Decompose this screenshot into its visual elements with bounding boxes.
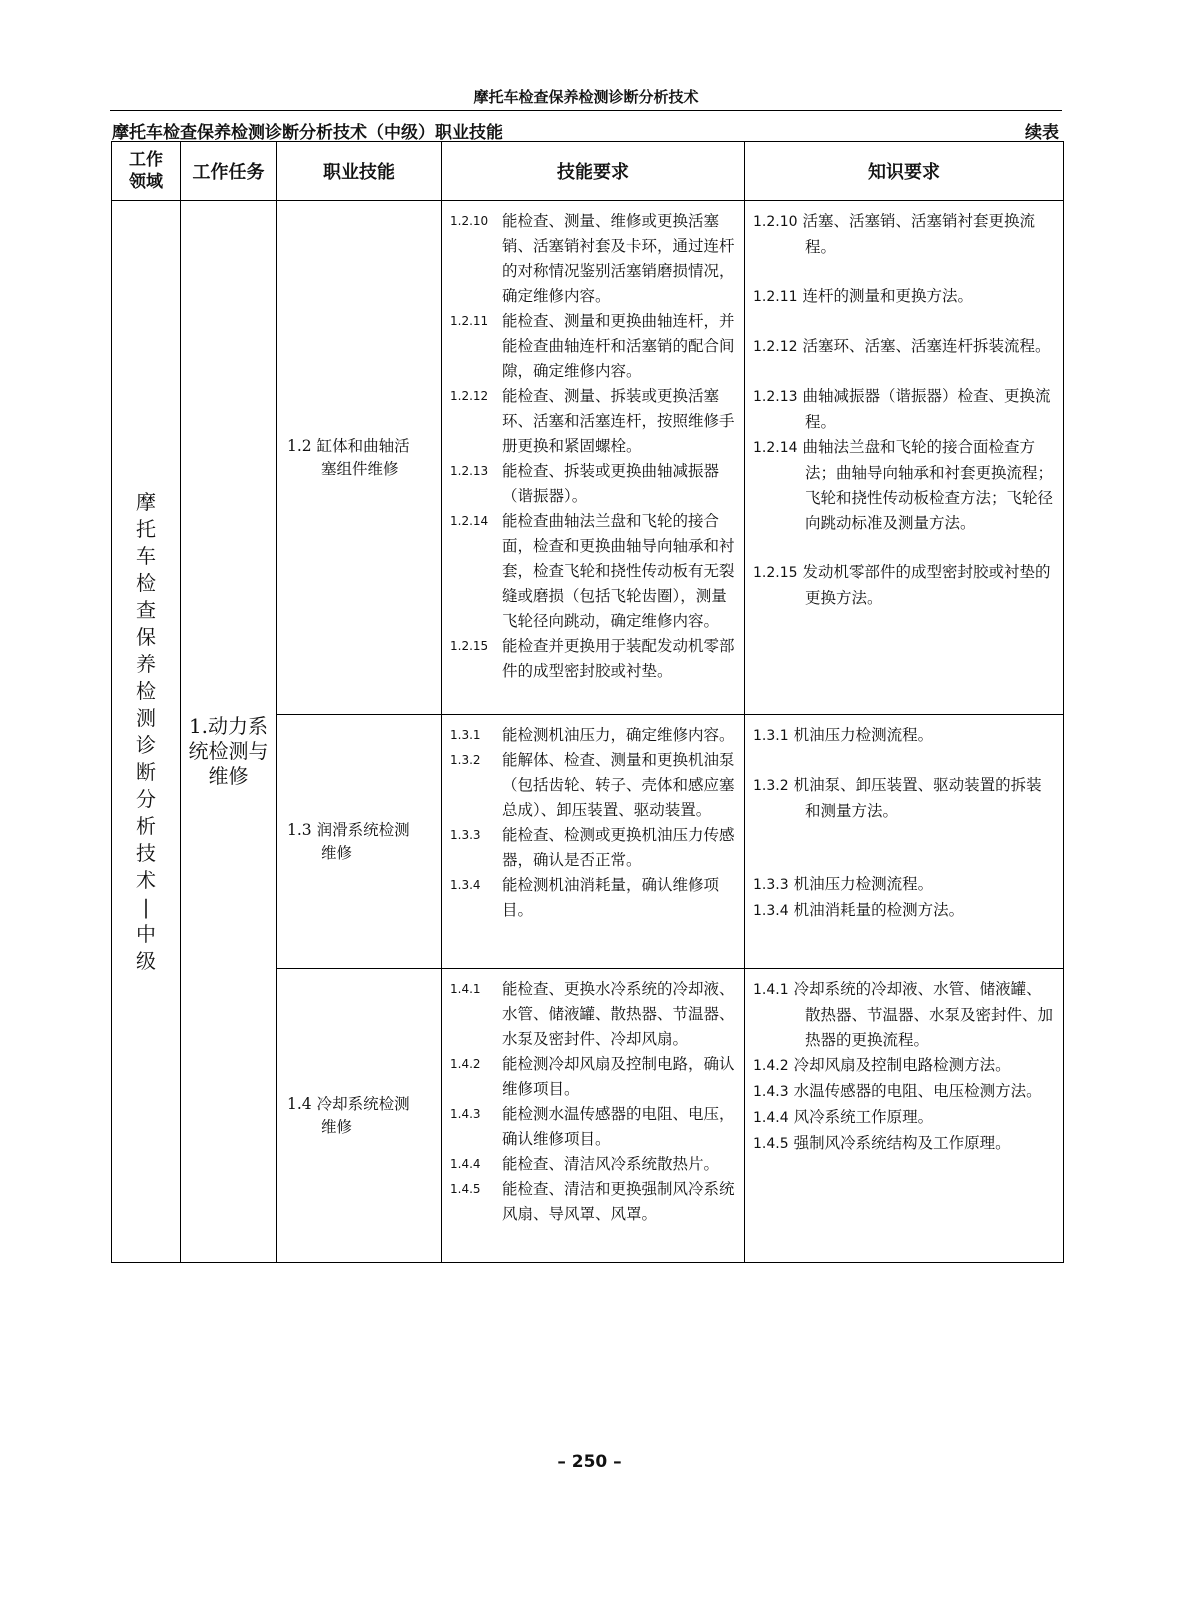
vertical-char: 动 — [208, 714, 229, 738]
vertical-char: 分 — [136, 786, 156, 811]
vertical-char: 测 — [228, 739, 249, 763]
knowledge-item — [753, 334, 1057, 360]
knowledge-cell — [745, 715, 1064, 969]
knowledge-number: 1.3.1 — [753, 728, 789, 744]
ability-text: 能解体、检查、测量和更换机油泵（包括齿轮、转子、壳体和感应塞总成）、卸压装置、驱动装置。 — [502, 751, 735, 819]
knowledge-text: 风冷系统工作原理。 — [793, 1108, 934, 1126]
knowledge-number: 1.4.3 — [753, 1084, 789, 1100]
ability-number: 1.2.14 — [450, 514, 489, 528]
ability-item — [450, 723, 738, 748]
header-ability: 技能要求 — [442, 142, 745, 201]
knowledge-item — [753, 1079, 1057, 1105]
knowledge-number: 1.2.15 — [753, 565, 798, 581]
ability-cell — [442, 201, 745, 715]
skill-title: 1.4 冷却系统检测 — [287, 1094, 410, 1113]
ability-item — [450, 209, 738, 309]
knowledge-number: 1.4.4 — [753, 1110, 789, 1126]
ability-item — [450, 1052, 738, 1102]
ability-item — [450, 509, 738, 634]
vertical-char: 养 — [136, 651, 156, 676]
knowledge-item — [753, 977, 1057, 1053]
skill-title-cont: 维修 — [321, 843, 353, 862]
vertical-char: 保 — [136, 624, 156, 649]
knowledge-number: 1.3.2 — [753, 778, 789, 794]
knowledge-number: 1.2.14 — [753, 440, 798, 456]
knowledge-number: 1.4.1 — [753, 982, 789, 998]
knowledge-text: 连杆的测量和更换方法。 — [802, 287, 973, 305]
ability-number: 1.2.10 — [450, 214, 489, 228]
vertical-char: 1. — [188, 714, 209, 738]
ability-text: 能检查曲轴法兰盘和飞轮的接合面，检查和更换曲轴导向轴承和衬套，检查飞轮和挠性传动板有无裂缝或磨损（包括飞轮齿圈），测量飞轮径向跳动，确定维修内容。 — [502, 512, 735, 630]
ability-number: 1.3.1 — [450, 728, 481, 742]
vertical-char: 系 — [248, 714, 269, 738]
page-number: – 250 – — [557, 1452, 622, 1472]
ability-text: 能检测水温传感器的电阻、电压，确认维修项目。 — [502, 1105, 735, 1148]
knowledge-item — [753, 384, 1057, 435]
ability-text: 能检测机油压力，确定维修内容。 — [502, 726, 735, 744]
skill-cell — [277, 715, 442, 969]
header-task: 工作任务 — [181, 142, 277, 201]
knowledge-number: 1.3.3 — [753, 877, 789, 893]
vertical-char: | — [142, 894, 150, 919]
knowledge-item — [753, 284, 1057, 310]
vertical-char: 检 — [136, 678, 156, 703]
ability-item — [450, 1152, 738, 1177]
table-row — [112, 201, 1064, 715]
vertical-char: 车 — [136, 543, 156, 568]
ability-number: 1.4.5 — [450, 1182, 481, 1196]
ability-text: 能检查、测量、维修或更换活塞销、活塞销衬套及卡环，通过连杆的对称情况鉴别活塞销磨损情况，确定维修内容。 — [502, 212, 735, 305]
vertical-char: 级 — [136, 948, 156, 973]
vertical-char: 测 — [136, 705, 156, 730]
knowledge-number: 1.2.13 — [753, 389, 798, 405]
header-rule — [110, 110, 1062, 111]
ability-number: 1.4.4 — [450, 1157, 481, 1171]
ability-text: 能检查、测量和更换曲轴连杆，并能检查曲轴连杆和活塞销的配合间隙，确定维修内容。 — [502, 312, 735, 380]
skill-title: 1.3 润滑系统检测 — [287, 820, 410, 839]
work-domain-cell — [112, 201, 181, 1263]
ability-item — [450, 823, 738, 873]
knowledge-text: 冷却风扇及控制电路检测方法。 — [793, 1056, 1011, 1074]
knowledge-item — [753, 773, 1057, 824]
ability-number: 1.2.13 — [450, 464, 489, 478]
knowledge-item — [753, 1131, 1057, 1157]
vertical-char: 统 — [188, 739, 209, 763]
header-domain-line2: 领域 — [129, 172, 163, 192]
ability-number: 1.2.15 — [450, 639, 489, 653]
ability-text: 能检查、测量、拆装或更换活塞环、活塞和活塞连杆，按照维修手册更换和紧固螺栓。 — [502, 387, 735, 455]
ability-text: 能检测冷却风扇及控制电路，确认维修项目。 — [502, 1055, 735, 1098]
ability-text: 能检查、清洁和更换强制风冷系统风扇、导风罩、风罩。 — [502, 1180, 735, 1223]
vertical-char: 查 — [136, 597, 156, 622]
vertical-char: 摩 — [136, 489, 156, 514]
vertical-char: 力 — [228, 714, 249, 738]
knowledge-number: 1.3.4 — [753, 903, 789, 919]
knowledge-number: 1.2.10 — [753, 214, 798, 230]
ability-cell — [442, 715, 745, 969]
knowledge-item — [753, 723, 1057, 749]
header-skill: 职业技能 — [277, 142, 442, 201]
knowledge-item — [753, 435, 1057, 536]
ability-number: 1.3.4 — [450, 878, 481, 892]
knowledge-text: 机油消耗量的检测方法。 — [793, 901, 965, 919]
work-domain-text — [112, 489, 180, 975]
ability-number: 1.2.12 — [450, 389, 489, 403]
vertical-char: 诊 — [136, 732, 156, 757]
header-domain-line1: 工作 — [129, 150, 163, 170]
skill-cell — [277, 969, 442, 1263]
vertical-char: 检 — [208, 739, 229, 763]
header-domain — [112, 142, 181, 201]
ability-number: 1.4.3 — [450, 1107, 481, 1121]
vertical-char: 中 — [136, 921, 156, 946]
ability-text: 能检查并更换用于装配发动机零部件的成型密封胶或衬垫。 — [502, 637, 735, 680]
knowledge-text: 曲轴法兰盘和飞轮的接合面检查方法；曲轴导向轴承和衬套更换流程；飞轮和挠性传动板检查方法；飞轮径向跳动标准及测量方法。 — [802, 438, 1054, 532]
ability-item — [450, 384, 738, 459]
ability-number: 1.2.11 — [450, 314, 489, 328]
running-head: 摩托车检查保养检测诊断分析技术 — [473, 88, 699, 106]
ability-text: 能检查、清洁风冷系统散热片。 — [502, 1155, 720, 1173]
ability-text: 能检查、更换水冷系统的冷却液、水管、储液罐、散热器、节温器、水泵及密封件、冷却风扇。 — [502, 980, 735, 1048]
knowledge-item — [753, 1053, 1057, 1079]
knowledge-text: 强制风冷系统结构及工作原理。 — [793, 1134, 1011, 1152]
table-header-row — [112, 142, 1064, 201]
knowledge-item — [753, 1105, 1057, 1131]
ability-item — [450, 634, 738, 684]
vertical-char: 维 — [208, 764, 229, 788]
ability-item — [450, 459, 738, 509]
knowledge-item — [753, 872, 1057, 898]
ability-text: 能检查、拆装或更换曲轴减振器（谐振器）。 — [502, 462, 720, 505]
ability-number: 1.3.3 — [450, 828, 481, 842]
knowledge-text: 机油泵、卸压装置、驱动装置的拆装和测量方法。 — [793, 776, 1042, 820]
ability-item — [450, 748, 738, 823]
knowledge-text: 冷却系统的冷却液、水管、储液罐、散热器、节温器、水泵及密封件、加热器的更换流程。 — [793, 980, 1054, 1049]
ability-item — [450, 977, 738, 1052]
header-knowledge: 知识要求 — [745, 142, 1064, 201]
knowledge-text: 水温传感器的电阻、电压检测方法。 — [793, 1082, 1042, 1100]
knowledge-cell — [745, 201, 1064, 715]
knowledge-number: 1.2.11 — [753, 289, 798, 305]
knowledge-text: 活塞、活塞销、活塞销衬套更换流程。 — [802, 212, 1035, 256]
knowledge-text: 机油压力检测流程。 — [793, 875, 934, 893]
ability-number: 1.4.2 — [450, 1057, 481, 1071]
knowledge-text: 发动机零部件的成型密封胶或衬垫的更换方法。 — [802, 563, 1051, 607]
ability-item — [450, 1102, 738, 1152]
continued-label: 续表 — [1025, 123, 1059, 143]
vertical-char: 与 — [248, 739, 269, 763]
ability-item — [450, 1177, 738, 1227]
vertical-char: 术 — [136, 867, 156, 892]
vertical-char: 检 — [136, 570, 156, 595]
ability-cell — [442, 969, 745, 1263]
knowledge-text: 曲轴减振器（谐振器）检查、更换流程。 — [802, 387, 1051, 431]
vertical-char: 析 — [136, 813, 156, 838]
knowledge-text: 活塞环、活塞、活塞连杆拆装流程。 — [802, 337, 1051, 355]
knowledge-number: 1.4.2 — [753, 1058, 789, 1074]
skill-title: 1.2 缸体和曲轴活 — [287, 436, 410, 455]
ability-text: 能检查、检测或更换机油压力传感器，确认是否正常。 — [502, 826, 735, 869]
knowledge-number: 1.4.5 — [753, 1136, 789, 1152]
ability-item — [450, 309, 738, 384]
knowledge-item — [753, 898, 1057, 924]
document-title: 摩托车检查保养检测诊断分析技术（中级）职业技能 — [112, 123, 503, 143]
skill-title-cont: 维修 — [321, 1117, 353, 1136]
vertical-char: 断 — [136, 759, 156, 784]
ability-number: 1.3.2 — [450, 753, 481, 767]
knowledge-cell — [745, 969, 1064, 1263]
knowledge-item — [753, 560, 1057, 611]
ability-item — [450, 873, 738, 923]
vertical-char: 修 — [228, 764, 249, 788]
work-task-cell — [181, 201, 277, 1263]
vertical-char: 技 — [136, 840, 156, 865]
skill-cell — [277, 201, 442, 715]
knowledge-number: 1.2.12 — [753, 339, 798, 355]
work-task-text — [181, 674, 276, 789]
knowledge-item — [753, 209, 1057, 260]
ability-number: 1.4.1 — [450, 982, 481, 996]
skills-table — [111, 141, 1064, 1263]
skill-title-cont: 塞组件维修 — [321, 459, 399, 478]
ability-text: 能检测机油消耗量，确认维修项目。 — [502, 876, 720, 919]
knowledge-text: 机油压力检测流程。 — [793, 726, 934, 744]
vertical-char: 托 — [136, 516, 156, 541]
